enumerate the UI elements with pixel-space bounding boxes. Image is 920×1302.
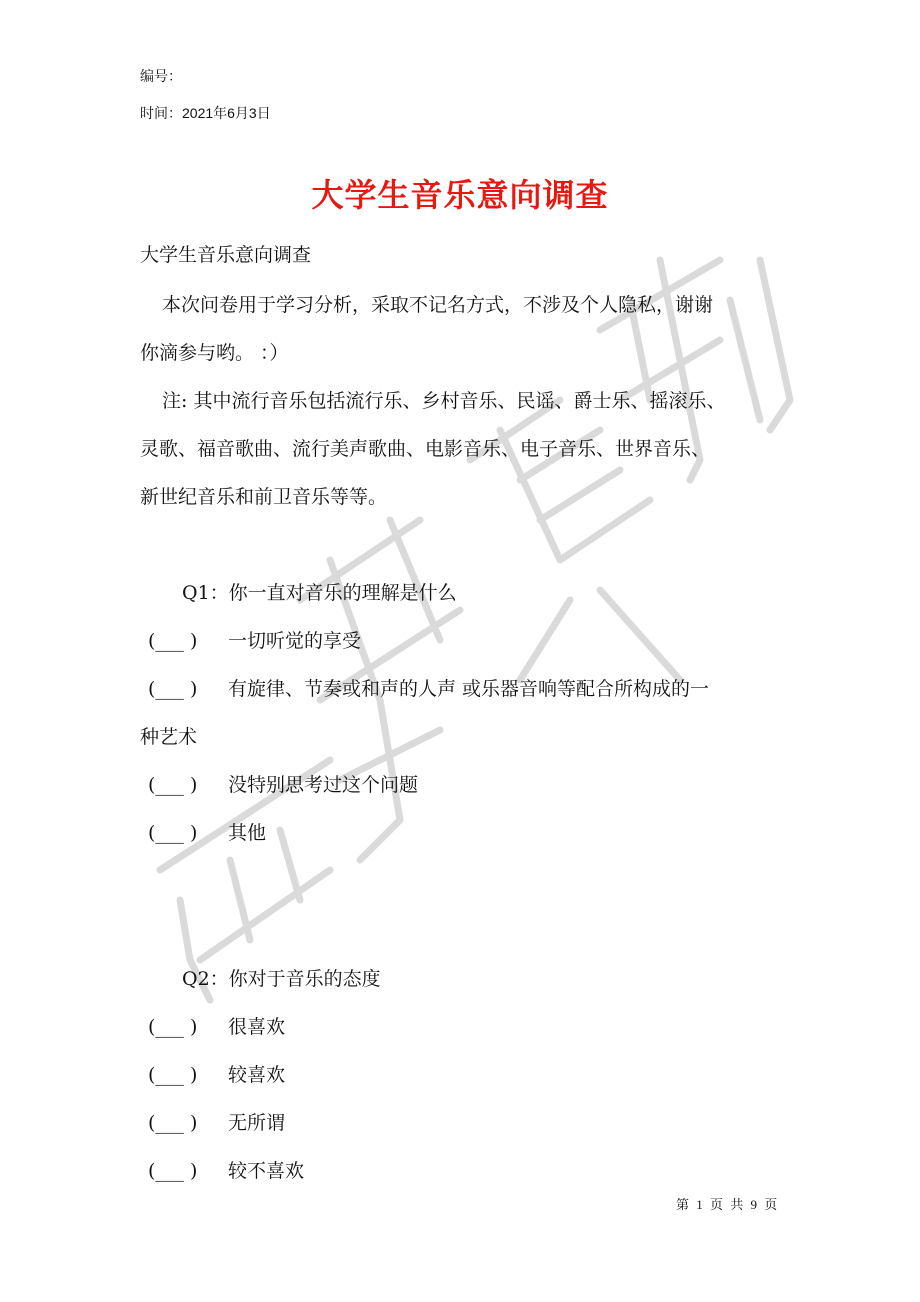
option-label: 其他 xyxy=(228,822,267,844)
answer-blank[interactable]: (___ ) xyxy=(148,630,198,652)
option-label: 一切听觉的享受 xyxy=(228,630,362,652)
answer-blank[interactable]: (___ ) xyxy=(148,678,198,700)
q1-option-1[interactable] xyxy=(148,626,361,653)
intro-subtitle: 大学生音乐意向调查 xyxy=(140,244,312,266)
answer-blank[interactable]: (___ ) xyxy=(148,822,198,844)
answer-blank[interactable]: (___ ) xyxy=(148,1112,198,1134)
q1-question: Q1：你一直对音乐的理解是什么 xyxy=(182,582,457,604)
q1-option-2-continued: 种艺术 xyxy=(140,726,198,748)
q2-option-2[interactable] xyxy=(148,1060,285,1087)
q1-option-4[interactable] xyxy=(148,818,266,845)
option-label: 较喜欢 xyxy=(228,1064,286,1086)
option-label: 没特别思考过这个问题 xyxy=(228,774,419,796)
q1-option-2[interactable] xyxy=(148,674,709,701)
option-label: 很喜欢 xyxy=(228,1016,286,1038)
q2-option-1[interactable] xyxy=(148,1012,285,1039)
answer-blank[interactable]: (___ ) xyxy=(148,1160,198,1182)
note-line-1: 注: 其中流行音乐包括流行乐、乡村音乐、民谣、爵士乐、摇滚乐、 xyxy=(162,390,726,412)
intro-paragraph-line-1: 本次问卷用于学习分析，采取不记名方式，不涉及个人隐私，谢谢 xyxy=(162,294,714,316)
q2-question: Q2：你对于音乐的态度 xyxy=(182,968,381,990)
document-time-label: 时间：2021年6月3日 xyxy=(140,105,271,121)
option-label: 较不喜欢 xyxy=(228,1160,305,1182)
intro-paragraph-line-2: 你滴参与哟。 ：） xyxy=(140,342,289,364)
option-label: 有旋律、节奏或和声的人声 或乐器音响等配合所构成的一 xyxy=(228,678,710,700)
note-line-2: 灵歌、福音歌曲、流行美声歌曲、电影音乐、电子音乐、世界音乐、 xyxy=(140,438,711,460)
q2-option-3[interactable] xyxy=(148,1108,285,1135)
answer-blank[interactable]: (___ ) xyxy=(148,1064,198,1086)
page-footer: 第 1 页 共 9 页 xyxy=(676,1197,780,1212)
q2-option-4[interactable] xyxy=(148,1156,304,1183)
page-title: 大学生音乐意向调查 xyxy=(311,176,609,214)
document-number-label: 编号： xyxy=(140,68,182,84)
answer-blank[interactable]: (___ ) xyxy=(148,774,198,796)
answer-blank[interactable]: (___ ) xyxy=(148,1016,198,1038)
note-line-3: 新世纪音乐和前卫音乐等等。 xyxy=(140,486,388,508)
q1-option-3[interactable] xyxy=(148,770,418,797)
option-label: 无所谓 xyxy=(228,1112,286,1134)
